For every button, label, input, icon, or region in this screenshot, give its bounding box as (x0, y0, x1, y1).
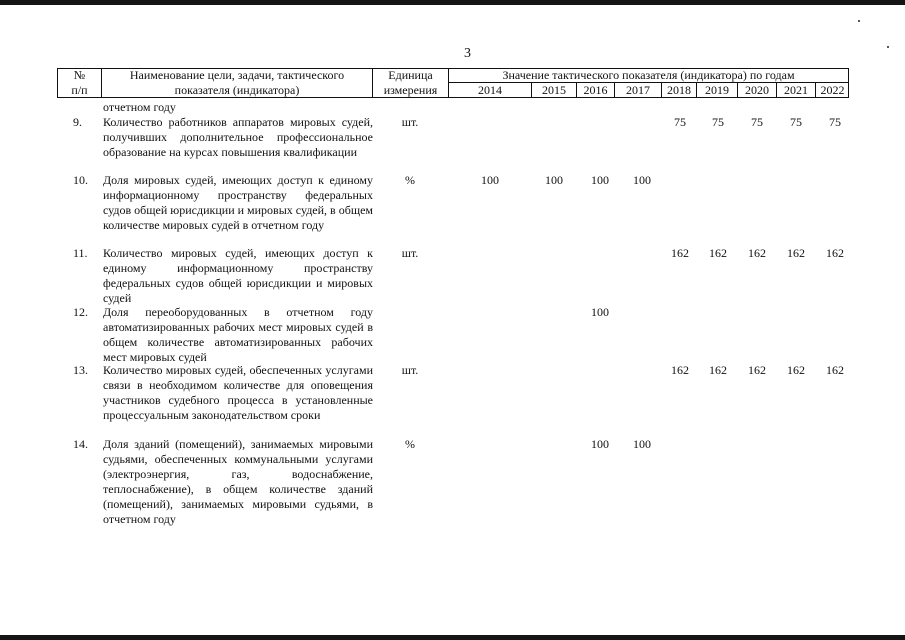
header-year-2017: 2017 (626, 83, 650, 97)
value-2017: 100 (633, 173, 651, 187)
header-year-2019: 2019 (705, 83, 729, 97)
header-year-2015: 2015 (542, 83, 566, 97)
value-2017: 100 (633, 437, 651, 451)
value-2021: 162 (787, 246, 805, 260)
unit-of-measure: шт. (401, 115, 419, 129)
value-2016: 100 (591, 437, 609, 451)
unit-of-measure: шт. (401, 363, 419, 377)
row-number: 14. (73, 437, 88, 451)
value-2018: 75 (674, 115, 686, 129)
scan-border-top (0, 0, 905, 5)
value-2019: 75 (712, 115, 724, 129)
header-num-label: п/п (71, 83, 88, 97)
value-2018: 162 (671, 363, 689, 377)
header-year-2016: 2016 (583, 83, 608, 97)
value-2021: 75 (790, 115, 802, 129)
unit-of-measure: % (405, 437, 415, 451)
value-2020: 162 (748, 363, 766, 377)
indicator-name: Количество мировых судей, обеспеченных услугами связи в необходимом количестве для оповещения участников судебного процесса в установленные процессуальным законодательством сроки (103, 363, 373, 422)
value-2021: 162 (787, 363, 805, 377)
value-2016: 100 (591, 305, 609, 319)
value-2022: 162 (826, 363, 844, 377)
indicator-name: Количество мировых судей, имеющих доступ к единому информационному пространству федеральных судов общей юрисдикции и мировых судей (103, 246, 373, 305)
scan-border-bottom (0, 635, 905, 640)
row-number: 13. (73, 363, 88, 377)
row-number: 9. (73, 115, 82, 129)
value-2020: 75 (751, 115, 763, 129)
scan-speck (858, 20, 860, 22)
header-unit-label: Единица (388, 68, 433, 82)
continuation-text: отчетном году (103, 100, 176, 114)
scan-speck (887, 46, 889, 48)
header-year-2020: 2020 (745, 83, 769, 97)
unit-of-measure: шт. (401, 246, 419, 260)
indicator-name: Доля зданий (помещений), занимаемых мировыми судьями, обеспеченных коммунальными услугами (электроэнергия, газ, водоснабжение, теплоснабжение), в общем количестве зданий (помещений), занимаемых мировыми судьями, в отчетном году (103, 437, 373, 526)
indicator-name: Доля мировых судей, имеющих доступ к единому информационному пространству федеральных судов общей юрисдикции и мировых судей, в общем количестве мировых судей в отчетном году (103, 173, 373, 232)
header-year-2014: 2014 (478, 83, 502, 97)
header-name-label: Наименование цели, задачи, тактического (129, 68, 345, 82)
header-year-2021: 2021 (784, 83, 808, 97)
indicator-name: Количество работников аппаратов мировых судей, получивших дополнительное профессиональное образование на курсах повышения квалификации (103, 115, 373, 159)
value-2022: 75 (829, 115, 841, 129)
value-2016: 100 (591, 173, 609, 187)
value-2020: 162 (748, 246, 766, 260)
value-2019: 162 (709, 246, 727, 260)
table-header (57, 68, 849, 98)
value-2022: 162 (826, 246, 844, 260)
header-values-title: Значение тактического показателя (индикатора) по годам (502, 68, 795, 82)
value-2019: 162 (709, 363, 727, 377)
row-number: 11. (73, 246, 88, 260)
value-2015: 100 (545, 173, 563, 187)
value-2014: 100 (481, 173, 499, 187)
header-year-2018: 2018 (667, 83, 691, 97)
row-number: 10. (73, 173, 88, 187)
header-year-2022: 2022 (820, 83, 845, 97)
header-unit-label: измерения (383, 83, 438, 97)
header-num-label: № (73, 68, 86, 82)
row-number: 12. (73, 305, 88, 319)
page-number: 3 (464, 46, 471, 61)
header-name-label: показателя (индикатора) (174, 83, 300, 97)
value-2018: 162 (671, 246, 689, 260)
indicator-name: Доля переоборудованных в отчетном году автоматизированных рабочих мест мировых судей в общем количестве автоматизированных рабочих мест мировых судей (103, 305, 373, 364)
unit-of-measure: % (405, 173, 415, 187)
